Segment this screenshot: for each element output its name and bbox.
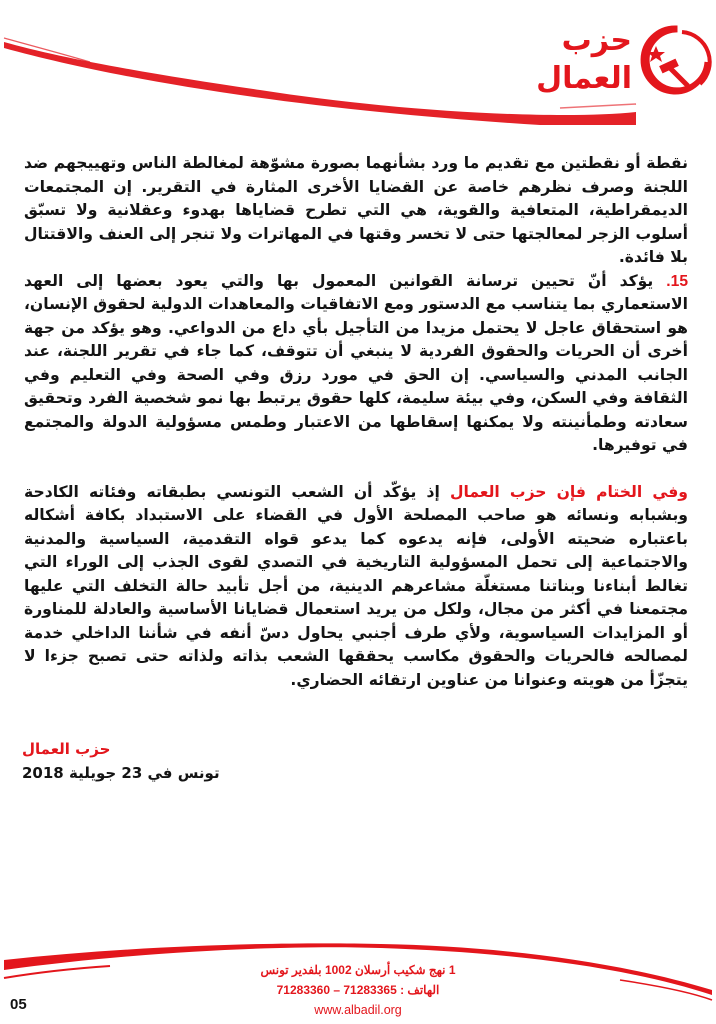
logo-line-1: حزب — [561, 23, 632, 58]
paragraph-closing — [24, 481, 688, 693]
footer-contact — [0, 960, 716, 1020]
footer-website-link[interactable]: www.albadil.org — [314, 1003, 402, 1017]
logo-line-2: العمال — [536, 61, 632, 96]
document-body — [24, 152, 688, 692]
hammer-sickle-star-icon — [638, 22, 712, 102]
footer-phone: الهاتف : 71283365 – 71283360 — [276, 983, 440, 997]
signature-party: حزب العمال — [22, 740, 111, 758]
signature-block — [22, 740, 220, 782]
footer-address: 1 نهج شكيب أرسلان 1002 بلفدير تونس — [260, 963, 456, 977]
signature-place-date: تونس في 23 جويلية 2018 — [22, 764, 220, 782]
item-15-text: يؤكد أنّ تحيين ترسانة القوانين المعمول بها والتي يعود بعضها إلى العهد الاستعماري بما يتناسب مع الدستور ومع الاتفاقيات والمعاهدات الدولية لحقوق الإنسان، هو استحقاق عاجل لا يحتمل مزيدا من التأجيل بأي داع من الدواعي. وهو يؤكد من جهة أخرى أن الحريات والحقوق الفردية لا ينبغي أن تتوقف، كما جاء في تقرير اللجنة، عند الجانب المدني والسياسي. إن الحق في مورد رزق وفي الصحة وفي التعليم وفي الثقافة وفي السكن، وفي بيئة سليمة، كلها حقوق يرتبط بها نمو شخصية الفرد وتحقيق سعادته وطمأنينته ولا يمكنها إسقاطها من الاعتبار وطمس مسؤولية الدولة والمجتمع في توفيرها. — [24, 271, 688, 454]
closing-lead: وفي الختام فإن حزب العمال — [449, 482, 689, 501]
item-number: 15. — [666, 272, 688, 290]
paragraph-intro: نقطة أو نقطتين مع تقديم ما ورد بشأنهما بصورة مشوّهة لمغالطة الناس وتهييجهم ضد اللجنة وصرف نظرهم خاصة عن القضايا الأخرى المثارة في التقرير. إن المجتمعات الديمقراطية، المتعافية والقوية، هي التي تطرح قضاياها بهدوء وعقلانية ولا تسبّق أسلوب الزجر لمعالجتها حتى لا تخسر وقتها في المهاترات ولا تنجر إلى العنف والاقتتال بلا فائدة. — [24, 154, 688, 266]
page-number: 05 — [10, 996, 27, 1013]
closing-text: إذ يؤكّد أن الشعب التونسي بطبقاته وفئاته الكادحة وبشبابه ونسائه هو صاحب المصلحة الأول في القضاء على الاستبداد بكافة أشكاله باعتباره ضحيته الأولى، فإنه يدعوه كما يدعو قواه التقدمية، السياسية والمدنية والاجتماعية إلى تحمل المسؤولية التاريخية في التصدي لقوى الجذب إلى الوراء التي تغالط أبناءنا وبناتنا مستغلّة مشاعرهم الدينية، من أجل تأبيد حالة التخلف التي عليها مجتمعنا في أكثر من مجال، ولكل من يريد استعمال قضايانا الأساسية والعادلة للمناورة أو المزايدات السياسوية، ولأي طرف أجنبي يحاول دسّ أنفه في شأننا الداخلي خدمة لمصالحه فالحريات والحقوق مكاسب يحققها الشعب بذاته ولذاته حتى تصبح جزءا لا يتجزّأ من هويته وعنوانا من عناوين ارتقائه الحضاري. — [24, 482, 688, 689]
party-logo-wordmark — [536, 22, 632, 98]
paragraph-item-15 — [24, 270, 688, 458]
